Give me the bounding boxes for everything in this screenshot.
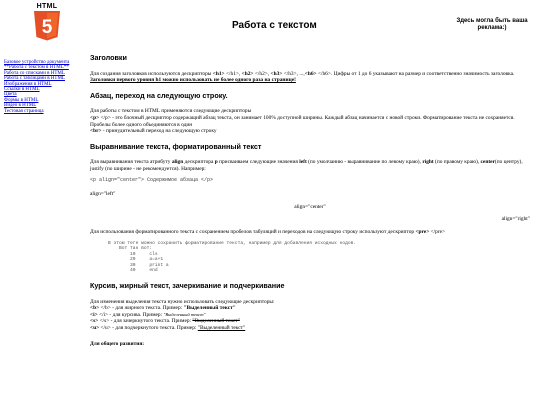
align-paragraph xyxy=(90,159,530,172)
section-heading-styles: Курсив, жирный текст, зачеркивание и подчеркивание xyxy=(90,281,285,291)
tag-h1: <h1> xyxy=(212,70,225,77)
text: - принудительный переход на следующую строку xyxy=(101,128,217,135)
tag-p: <p> xyxy=(90,114,100,121)
html5-shield-icon xyxy=(33,11,61,41)
text: Для использования форматированного текста с сохранением пробелов табуляций и переходов на следующую строку используют дескриптор xyxy=(90,228,416,235)
ad-placeholder: Здесь могла быть ваша реклама:) xyxy=(456,18,528,31)
strike-example: "Выделенный текст" xyxy=(192,318,240,325)
tag-p: p xyxy=(214,159,218,166)
nav-link-text[interactable]: **Работа с текстом в HTML** xyxy=(4,65,69,71)
sidebar-nav xyxy=(4,60,84,114)
code-example: <p align="center"> Содержимое абзаца </p> xyxy=(90,176,214,183)
h1-warning: Заголовки первого уровня h1 можно использовать не более одного раза на странице! xyxy=(90,77,296,84)
text: Для работы с текстом в HTML применяются следующие дескрипторы xyxy=(90,108,252,115)
style-underline-line xyxy=(90,325,530,332)
pre-example: В этом теге можно сохранить форматирование текста, например для добавления исходных кодов. Вот так вот: 10 cls 20 a=a+1 30 print a 40 end xyxy=(108,240,357,274)
section-align xyxy=(90,141,530,274)
nav-link-basic-structure[interactable]: Базовое устройство документа xyxy=(4,60,70,65)
style-bold-line xyxy=(90,305,530,312)
text: присваиваем следующие значения xyxy=(217,159,300,166)
text: </h3>, ..., xyxy=(282,70,305,77)
headings-paragraph xyxy=(90,71,530,84)
tag-h3: <h3> xyxy=(270,70,283,77)
tag-s: <s> xyxy=(90,318,99,325)
nav-link-video[interactable]: Видео в HTML xyxy=(4,103,37,109)
nav-link-images[interactable]: Изображения в HTML xyxy=(4,81,52,87)
tag-h2: <h2> xyxy=(241,70,254,77)
section-paragraph xyxy=(90,90,530,135)
align-left-example: align="left" xyxy=(90,191,116,198)
attr-align: align xyxy=(171,159,184,166)
underline-example: "Выделенный текст" xyxy=(197,325,246,332)
tag-br: <br> xyxy=(90,128,102,135)
text: </p> - это блочный дескриптор содержащий абзац текста, он занимает 100% доступной ширины. Каждый абзац начинается с новой строки. Форматирование текста не сохраняется. Пробелы более одного объединяются в один xyxy=(90,114,515,128)
value-center: center xyxy=(480,159,495,166)
text: Для выравнивания текста атрибуту xyxy=(90,159,172,166)
logo-number: 5 xyxy=(41,17,53,38)
nav-link-links[interactable]: Ссылки в HTML xyxy=(4,87,40,93)
section-heading-paragraph: Абзац, переход на следующую строку. xyxy=(90,90,228,100)
value-left: left xyxy=(299,159,307,166)
html5-logo xyxy=(33,3,61,46)
text: </b> - для жирного текста. Пример: xyxy=(99,305,184,312)
text: </pre> xyxy=(429,228,446,235)
styles-intro: Для изменения выделения текста нужно использовать следующие дескрипторы: xyxy=(90,298,275,305)
text: </u> - для подчеркнутого текста. Пример: xyxy=(99,325,198,332)
nav-link-test-page[interactable]: Тестовая страница xyxy=(4,108,44,114)
tag-pre: <pre> xyxy=(415,228,430,235)
section-heading-headings: Заголовки xyxy=(90,53,127,62)
text: (по центру), justify (по ширине - не рекомендуется). Например: xyxy=(90,159,523,172)
paragraph-text xyxy=(90,108,530,134)
tag-h6: <h6> xyxy=(304,70,317,77)
text: </h6>. Цифры от 1 до 6 указывают на размер и соответственно значимость заголовка. xyxy=(316,70,515,77)
general-dev-label: Для общего развития: xyxy=(90,340,145,347)
page-title: Работа с текстом xyxy=(232,20,317,31)
italic-example: "Выделенный текст" xyxy=(163,311,206,317)
section-headings xyxy=(90,55,530,84)
text: </h1>, xyxy=(224,70,242,77)
tag-u: <u> xyxy=(90,325,100,332)
nav-link-forms[interactable]: Формы в HTML xyxy=(4,97,39,103)
align-center-example: align="center" xyxy=(294,203,326,210)
pre-paragraph xyxy=(90,229,530,236)
text: Для создания заголовков используются дескрипторы xyxy=(90,70,213,77)
section-styles xyxy=(90,283,530,332)
text: </s> - для зачеркнутого текста. Пример: xyxy=(98,318,193,325)
align-right-example: align="right" xyxy=(501,216,530,223)
text: </i> - для курсива. Пример: xyxy=(97,311,164,318)
tag-i: <i> xyxy=(90,311,98,318)
bold-example: "Выделенный текст" xyxy=(183,305,236,312)
section-heading-align: Выравнивание текста, форматированный текст xyxy=(90,141,262,151)
value-right: right xyxy=(422,159,434,166)
text: (по умолчанию - выравнивание по левому краю), xyxy=(306,159,423,166)
nav-link-lists[interactable]: Работа со списками в HTML xyxy=(4,70,65,76)
tag-b: <b> xyxy=(90,305,100,312)
main-content xyxy=(90,55,530,347)
text: дескриптора xyxy=(183,159,215,166)
text: (по правому краю), xyxy=(433,159,481,166)
logo-text: HTML xyxy=(36,3,58,10)
nav-link-tables[interactable]: Работа с таблицами в HTML xyxy=(4,76,65,82)
text: </h2>, xyxy=(253,70,271,77)
nav-link-colors[interactable]: Цвета xyxy=(4,92,17,98)
